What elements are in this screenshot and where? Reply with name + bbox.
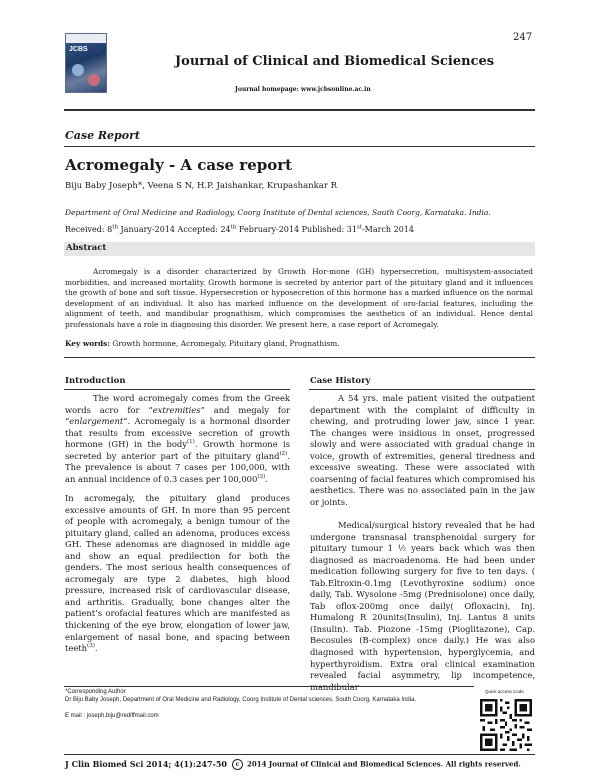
keywords: Key words: Growth hormone, Acromegaly, Pituitary gland, Prognathism. xyxy=(65,339,340,348)
abstract-header-bar xyxy=(64,242,535,256)
page-number: 247 xyxy=(513,32,533,43)
article-title: Acromegaly - A case report xyxy=(65,156,293,174)
title-divider xyxy=(64,146,535,147)
qr-label: Quick access Code xyxy=(485,689,524,694)
abstract-text: Acromegaly is a disorder characterized by Growth Hor-mone (GH) hypersecretion, multisystem-associated morbidities, and increased mortality. Growth hormone is secreted by anterior part of the pituitary gland and it influences the growth of bone and soft tissue. Hypersecretion or hyposecretion of this hormone has a marked influence on the normal development of an individual. It also has marked influence on the development of oro-facial features, including the alignment of teeth, and mandibular prognathism, which compromises the aesthetics of an individual. Hence dental professionals have a role in diagnosing this disorder. We present here, a case report of Acromegaly. xyxy=(65,267,533,329)
abstract-heading: Abstract xyxy=(66,243,107,253)
corresponding-label: *Corresponding Author xyxy=(65,689,126,695)
qr-code-image xyxy=(480,699,532,751)
authors: Biju Baby Joseph*, Veena S N, H.P. Jaishankar, Krupashankar R xyxy=(65,181,338,191)
copyright-icon: c xyxy=(232,759,243,770)
journal-cover-thumbnail xyxy=(65,33,107,93)
journal-title: Journal of Clinical and Biomedical Sciences xyxy=(175,54,495,69)
footnote-divider xyxy=(64,686,474,687)
journal-homepage: Journal homepage: www.jcbsonline.ac.in xyxy=(235,86,371,93)
article-type: Case Report xyxy=(65,129,140,142)
case-history-heading: Case History xyxy=(310,376,371,386)
introduction-rule xyxy=(64,389,290,390)
cover-mark: JCBS xyxy=(69,46,88,53)
case-history-rule xyxy=(309,389,535,390)
case-history-paragraph-2: Medical/surgical history revealed that he had undergone transnasal transphenoidal surgery for pituitary tumour 1 ½ years back which was then diagnosed as macroadenoma. He had been under medication following surgery for five to ten days. ( Tab.Eltroxin-0.1mg (Levothyroxine sodium) once daily, Tab. Wysolone -5mg (Prednisolone) once daily, Tab oflox-200mg once daily( Ofloxacin), Inj. Humalong R 20units(Insulin), Inj. Lantus 8 units (Insulin). Tab. Piozone -15mg (Pioglitazone), Cap. Becosules (B-complex) once daily.) He was also diagnosed with hypertension, hyperglycemia, and hyperthyroidism. Extra oral clinical examination revealed facial asymmetry, lip incompetence, mandibular xyxy=(310,520,535,692)
introduction-paragraph-2: In acromegaly, the pituitary gland produces excessive amounts of GH. In more than 95 percent of people with acromegaly, a benign tumour of the pituitary gland, called an adenoma, produces excess GH. These adenomas are diagnosed in middle age and show an equal predilection for both the genders. The most serious health consequences of acromegaly are type 2 diabetes, high blood pressure, increased risk of cardiovascular disease, and arthritis. Gradually, bone changes alter the patient’s orofacial features which are manifested as thickening of the eye brow, elongation of lower jaw, enlargement of nasal bone, and spacing between teeth$^{(3)}$. xyxy=(65,493,290,654)
affiliation: Department of Oral Medicine and Radiology, Coorg Institute of Dental sciences, South Coorg, Karnataka. India. xyxy=(65,208,491,217)
citation: J Clin Biomed Sci 2014; 4(1):247-50 xyxy=(65,759,227,769)
introduction-paragraph-1: The word acromegaly comes from the Greek words acro for “extremities” and megaly for “enlargement”. Acromegaly is a hormonal disorder that results from excessive secretion of growth hormone (GH) in the body$^{(1)}$. Growth hormone is secreted by anterior part of the pituitary gland$^{(2)}$. The prevalence is about 7 cases per 100,000, with an annual incidence of 0.3 cases per 100,000$^{(3)}$. xyxy=(65,393,290,484)
corresponding-email: E mail : joseph.biju@rediffmail.com xyxy=(65,713,159,719)
abstract-divider xyxy=(64,357,535,358)
case-history-paragraph-1: A 54 yrs. male patient visited the outpatient department with the complaint of difficulty in chewing, and protruding lower jaw, since 1 year. The changes were insidious in onset, progressed slowly and were associated with gradual change in voice, growth of extremities, general tiredness and excessive sweating. These were associated with coarsening of facial features which compromised his aesthetics. There was no associated pain in the jaw or joints. xyxy=(310,393,535,507)
corresponding-author: Dr Biju Baby Joseph, Department of Oral Medicine and Radiology, Coorg Institute of Dental sciences, South Coorg, Karnataka India. xyxy=(65,697,417,703)
footer-divider xyxy=(64,754,535,755)
copyright: c 2014 Journal of Clinical and Biomedical Sciences. All rights reserved. xyxy=(232,759,521,770)
article-dates: Received: 8th January-2014 Accepted: 24th February-2014 Published: 31st-March 2014 xyxy=(65,224,414,234)
introduction-heading: Introduction xyxy=(65,376,126,386)
header-divider xyxy=(64,109,535,111)
